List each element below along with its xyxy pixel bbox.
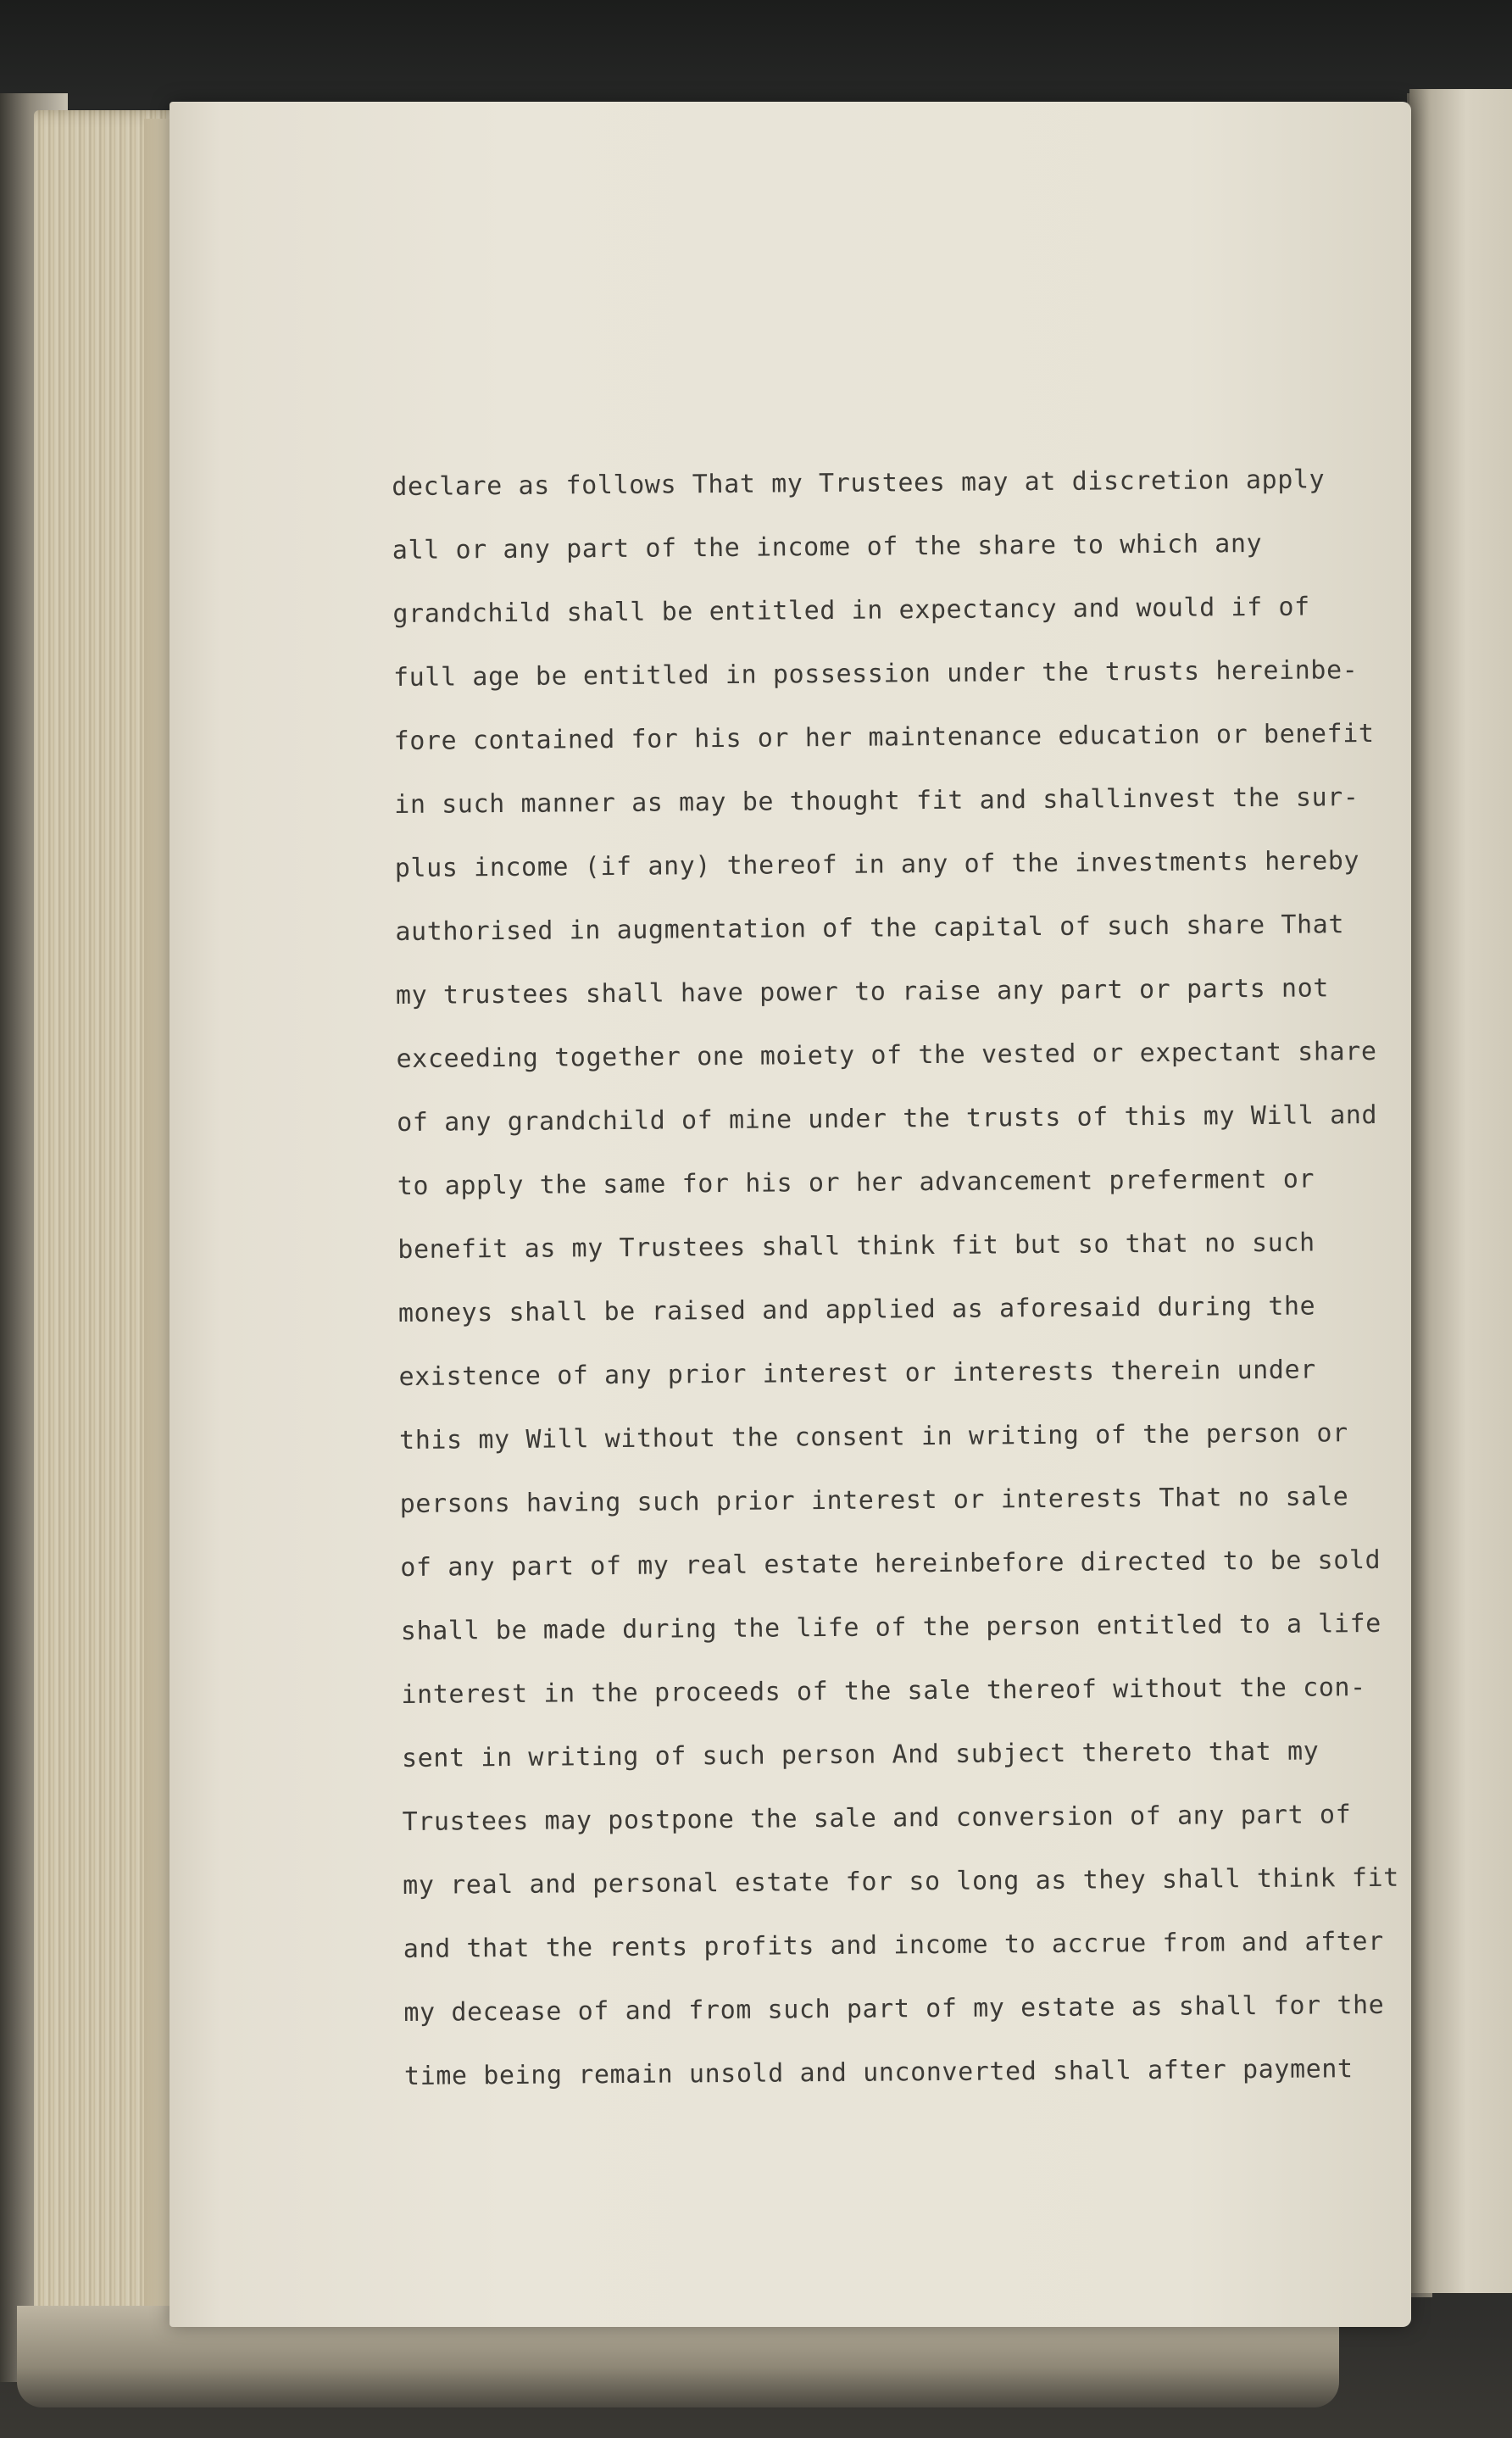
text-line: all or any part of the income of the share to which any — [392, 528, 1263, 566]
text-line: my real and personal estate for so long as they shall think fit — [403, 1862, 1400, 1901]
text-line: declare as follows That my Trustees may at discretion apply — [392, 465, 1326, 503]
text-line: my decease of and from such part of my estate as shall for the — [403, 1990, 1385, 2028]
text-line: authorised in augmentation of the capital of such share That — [395, 910, 1345, 948]
text-line: plus income (if any) thereof in any of the investments hereby — [394, 846, 1360, 884]
text-line: in such manner as may be thought fit and shallinvest the sur- — [394, 782, 1359, 821]
text-line: shall be made during the life of the person entitled to a life — [400, 1608, 1381, 1646]
text-line: to apply the same for his or her advancement preferment or — [397, 1164, 1315, 1202]
text-line: existence of any prior interest or interests therein under — [398, 1355, 1316, 1392]
text-line: benefit as my Trustees shall think fit but so that no such — [397, 1227, 1315, 1266]
typed-will-text — [392, 467, 1422, 2170]
text-line: this my Will without the consent in writing of the person or — [398, 1418, 1348, 1456]
text-line: fore contained for his or her maintenance education or benefit — [393, 718, 1375, 757]
text-line: full age be entitled in possession under the trusts hereinbe- — [392, 655, 1359, 693]
text-line: moneys shall be raised and applied as aforesaid during the — [397, 1291, 1316, 1328]
text-line: grandchild shall be entitled in expectancy and would if of — [392, 592, 1310, 630]
text-line: of any grandchild of mine under the trusts of this my Will and — [397, 1099, 1378, 1138]
text-line: and that the rents profits and income to accrue from and after — [403, 1926, 1384, 1964]
text-line: time being remain unsold and unconverted shall after payment — [403, 2054, 1354, 2091]
text-line: sent in writing of such person And subject thereto that my — [401, 1736, 1320, 1773]
text-line: of any part of my real estate hereinbefore directed to be sold — [400, 1545, 1381, 1583]
next-page-edge — [1409, 89, 1512, 2293]
text-line: my trustees shall have power to raise any part or parts not — [395, 973, 1330, 1011]
text-line: Trustees may postpone the sale and conversion of any part of — [402, 1800, 1352, 1837]
text-line: persons having such prior interest or interests That no sale — [399, 1482, 1349, 1519]
text-line: exceeding together one moiety of the vested or expectant share — [396, 1036, 1377, 1075]
text-line: interest in the proceeds of the sale thereof without the con- — [401, 1673, 1366, 1710]
